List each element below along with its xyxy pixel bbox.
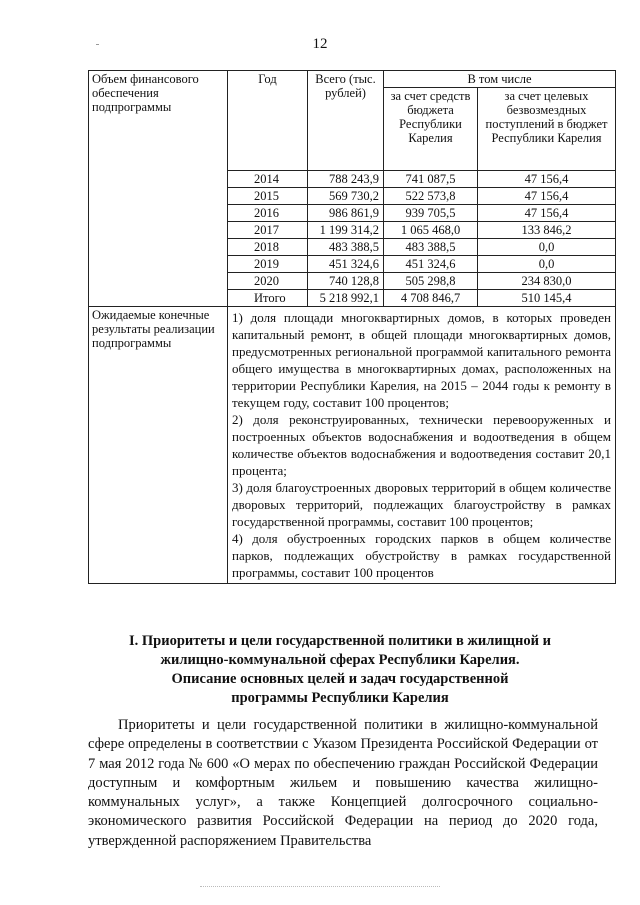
year-cell: 2015 xyxy=(228,188,308,205)
total-label: Итого xyxy=(228,290,308,307)
result-item: 4) доля обустроенных городских парков в общем количестве парков, подлежащих обустройству в рамках государственной программы, составит 100 процентов xyxy=(232,531,611,580)
scan-artifact xyxy=(96,44,99,45)
results-label: Ожидаемые конечные результаты реализации подпрограммы xyxy=(89,307,228,584)
table-row xyxy=(89,273,616,290)
total-cell: 740 128,8 xyxy=(308,273,384,290)
table-row xyxy=(89,205,616,222)
year-cell: 2014 xyxy=(228,171,308,188)
empty-cell xyxy=(89,256,228,273)
header-budget: за счет средств бюджета Республики Карелия xyxy=(384,88,478,171)
header-grants: за счет целевых безвозмездных поступлений в бюджет Республики Карелия xyxy=(478,88,616,171)
empty-cell xyxy=(89,273,228,290)
year-cell: 2020 xyxy=(228,273,308,290)
grants-cell: 0,0 xyxy=(478,256,616,273)
heading-line: I. Приоритеты и цели государственной политики в жилищной и xyxy=(129,633,551,649)
total-cell: 986 861,9 xyxy=(308,205,384,222)
grants-cell: 47 156,4 xyxy=(478,205,616,222)
result-item: 1) доля площади многоквартирных домов, в которых проведен капитальный ремонт, в общей площади многоквартирных домов, предусмотренных региональной программой капитального ремонта общего имущества в многоквартирных домах, расположенных на территории Республики Карелия, на 2015 – 2044 годы к ремонту в текущем году, составит 100 процентов; xyxy=(232,310,611,410)
table-row xyxy=(89,188,616,205)
results-list xyxy=(228,307,616,584)
table-row xyxy=(89,171,616,188)
table-row xyxy=(89,239,616,256)
grants-cell: 0,0 xyxy=(478,239,616,256)
header-year: Год xyxy=(228,71,308,171)
total-row xyxy=(89,290,616,307)
budget-cell: 522 573,8 xyxy=(384,188,478,205)
heading-line: программы Республики Карелия xyxy=(231,690,449,706)
grants-cell: 47 156,4 xyxy=(478,188,616,205)
empty-cell xyxy=(89,188,228,205)
grants-cell: 234 830,0 xyxy=(478,273,616,290)
heading-line: жилищно-коммунальной сферах Республики Карелия. xyxy=(160,652,520,668)
budget-cell: 483 388,5 xyxy=(384,239,478,256)
total-grants: 510 145,4 xyxy=(478,290,616,307)
year-cell: 2018 xyxy=(228,239,308,256)
budget-cell: 505 298,8 xyxy=(384,273,478,290)
budget-cell: 939 705,5 xyxy=(384,205,478,222)
scan-artifact xyxy=(200,886,440,887)
budget-cell: 741 087,5 xyxy=(384,171,478,188)
total-sum: 5 218 992,1 xyxy=(308,290,384,307)
total-cell: 1 199 314,2 xyxy=(308,222,384,239)
empty-cell xyxy=(89,171,228,188)
header-total: Всего (тыс. рублей) xyxy=(308,71,384,171)
table-row xyxy=(89,256,616,273)
total-cell: 451 324,6 xyxy=(308,256,384,273)
total-cell: 569 730,2 xyxy=(308,188,384,205)
heading-line: Описание основных целей и задач государственной xyxy=(171,671,509,687)
page-number: 12 xyxy=(312,36,328,52)
body-paragraph: Приоритеты и цели государственной политики в жилищно-коммунальной сфере определены в соответствии с Указом Президента Российской Федерации от 7 мая 2012 года № 600 «О мерах по обеспечению граждан Российской Федерации доступным и комфортным жильем и повышению качества жилищно-коммунальных услуг», а также Концепцией долгосрочного социально-экономического развития Российской Федерации на период до 2020 года, утвержденной распоряжением Правительства xyxy=(88,717,598,849)
total-budget: 4 708 846,7 xyxy=(384,290,478,307)
table-header-row xyxy=(89,71,616,88)
year-cell: 2016 xyxy=(228,205,308,222)
header-funding-volume: Объем финансового обеспечения подпрограммы xyxy=(89,71,228,171)
total-cell: 483 388,5 xyxy=(308,239,384,256)
empty-cell xyxy=(89,205,228,222)
empty-cell xyxy=(89,290,228,307)
financing-table xyxy=(88,70,616,584)
grants-cell: 47 156,4 xyxy=(478,171,616,188)
budget-cell: 1 065 468,0 xyxy=(384,222,478,239)
section-heading xyxy=(70,632,610,708)
grants-cell: 133 846,2 xyxy=(478,222,616,239)
empty-cell xyxy=(89,222,228,239)
header-including: В том числе xyxy=(384,71,616,88)
total-cell: 788 243,9 xyxy=(308,171,384,188)
budget-cell: 451 324,6 xyxy=(384,256,478,273)
results-row xyxy=(89,307,616,584)
table-row xyxy=(89,222,616,239)
empty-cell xyxy=(89,239,228,256)
result-item: 2) доля реконструированных, технически перевооруженных и построенных объектов водоснабжения и водоотведения в общем количестве объектов водоснабжения и водоотведения составит 20,1 процента; xyxy=(232,412,611,478)
year-cell: 2017 xyxy=(228,222,308,239)
year-cell: 2019 xyxy=(228,256,308,273)
result-item: 3) доля благоустроенных дворовых территорий в общем количестве дворовых территорий, подлежащих благоустройству в рамках государственной программы, составит 100 процентов; xyxy=(232,480,611,529)
